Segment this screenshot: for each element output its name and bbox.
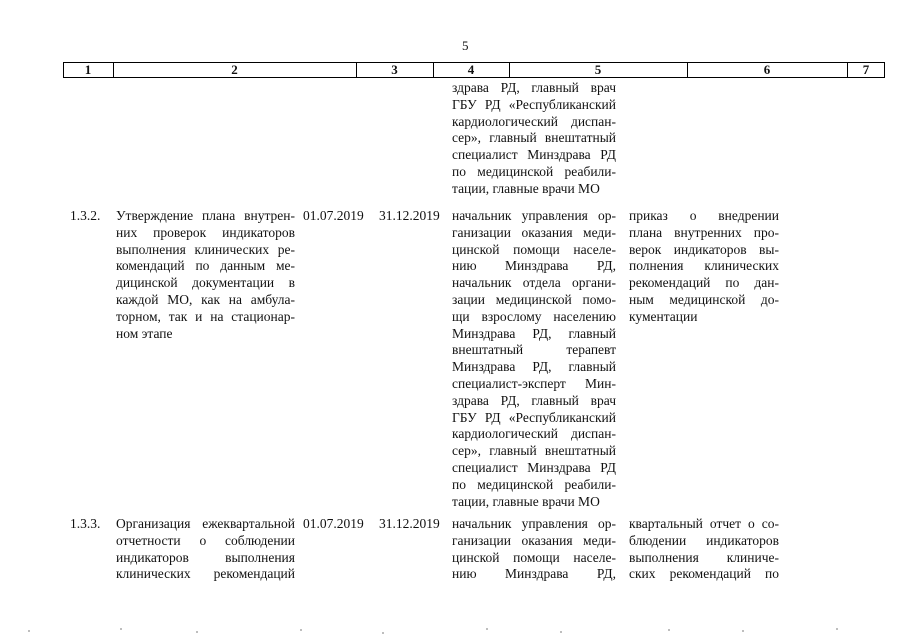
text-line: начальник управления ор- <box>452 516 616 531</box>
result-cell <box>629 516 779 583</box>
text-line: ских рекомендаций по <box>629 566 779 582</box>
text-line: нию Минздрава РД, <box>452 566 616 582</box>
text-line: цинской помощи населе- <box>452 549 616 565</box>
text-line: начальник отдела органи- <box>452 275 616 291</box>
text-line: кардиологический диспан- <box>452 426 616 442</box>
text-line: нию Минздрава РД, <box>452 258 616 274</box>
result-cell <box>629 208 779 326</box>
text-line: цинской помощи населе- <box>452 241 616 257</box>
text-line: щи взрослому населению <box>452 308 616 324</box>
column-header: 4 <box>467 62 475 77</box>
text-line: выполнения клиниче- <box>629 549 779 565</box>
text-line: зации медицинской помо- <box>452 291 616 307</box>
text-line: каждой МО, как на амбула- <box>116 291 295 307</box>
text-line: Минздрава РД, главный <box>452 325 616 341</box>
text-line: индикаторов выполнения <box>116 549 295 565</box>
column-header: 5 <box>594 62 602 77</box>
text-line: приказ о внедрении <box>629 208 779 223</box>
text-line: верок индикаторов вы- <box>629 241 779 257</box>
text-line: здрава РД, главный врач <box>452 80 616 95</box>
page-number: 5 <box>462 38 469 53</box>
text-line: внештатный терапевт <box>452 342 616 358</box>
text-line: ном этапе <box>116 325 173 341</box>
measure-name-cell <box>116 208 295 342</box>
text-line: специалист-эксперт Мин- <box>452 375 616 391</box>
text-line: специалист Минздрава РД <box>452 459 616 475</box>
measure-name-cell <box>116 516 295 583</box>
text-line: по медицинской реабили- <box>452 163 616 179</box>
text-line: сер», главный внештатный <box>452 443 616 459</box>
text-line: Организация ежеквартальной <box>116 516 295 531</box>
column-header: 1 <box>84 62 92 77</box>
text-line: дицинской документации в <box>116 275 295 291</box>
column-header: 6 <box>763 62 771 77</box>
column-header: 7 <box>862 62 870 77</box>
text-line: тации, главные врачи МО <box>452 180 600 196</box>
responsible-cell <box>452 516 616 583</box>
text-line: плана внутренних про- <box>629 224 779 240</box>
text-line: Минздрава РД, главный <box>452 359 616 375</box>
start-date: 01.07.2019 <box>303 208 364 223</box>
text-line: кардиологический диспан- <box>452 113 616 129</box>
end-date: 31.12.2019 <box>379 516 440 531</box>
text-line: кументации <box>629 308 698 324</box>
column-header: 2 <box>231 62 238 77</box>
text-line: комендаций по данным ме- <box>116 258 295 274</box>
text-line: специалист Минздрава РД <box>452 147 616 163</box>
text-line: блюдении индикаторов <box>629 532 779 548</box>
start-date: 01.07.2019 <box>303 516 364 531</box>
row-number: 1.3.3. <box>70 516 101 531</box>
text-line: Утверждение плана внутрен- <box>116 208 295 223</box>
text-line: клинических рекомендаций <box>116 566 295 582</box>
text-line: ГБУ РД «Республиканский <box>452 409 616 425</box>
text-line: ным медицинской до- <box>629 291 779 307</box>
responsible-cell <box>452 208 616 510</box>
text-line: сер», главный внештатный <box>452 130 616 146</box>
text-line: них проверок индикаторов <box>116 224 295 240</box>
end-date: 31.12.2019 <box>379 208 440 223</box>
text-line: здрава РД, главный врач <box>452 392 616 408</box>
row-number: 1.3.2. <box>70 208 101 223</box>
text-line: ГБУ РД «Республиканский <box>452 96 616 112</box>
text-line: рекомендаций по дан- <box>629 275 779 291</box>
text-line: торном, так и на стационар- <box>116 308 295 324</box>
continuation-responsible-cell <box>452 80 616 198</box>
scan-noise <box>0 626 905 636</box>
text-line: полнения клинических <box>629 258 779 274</box>
table-header <box>63 62 885 78</box>
text-line: начальник управления ор- <box>452 208 616 223</box>
column-header: 3 <box>391 62 398 77</box>
text-line: выполнения клинических ре- <box>116 241 295 257</box>
text-line: по медицинской реабили- <box>452 476 616 492</box>
text-line: отчетности о соблюдении <box>116 532 295 548</box>
text-line: тации, главные врачи МО <box>452 493 600 509</box>
text-line: ганизации оказания меди- <box>452 224 616 240</box>
text-line: квартальный отчет о со- <box>629 516 779 531</box>
text-line: ганизации оказания меди- <box>452 532 616 548</box>
